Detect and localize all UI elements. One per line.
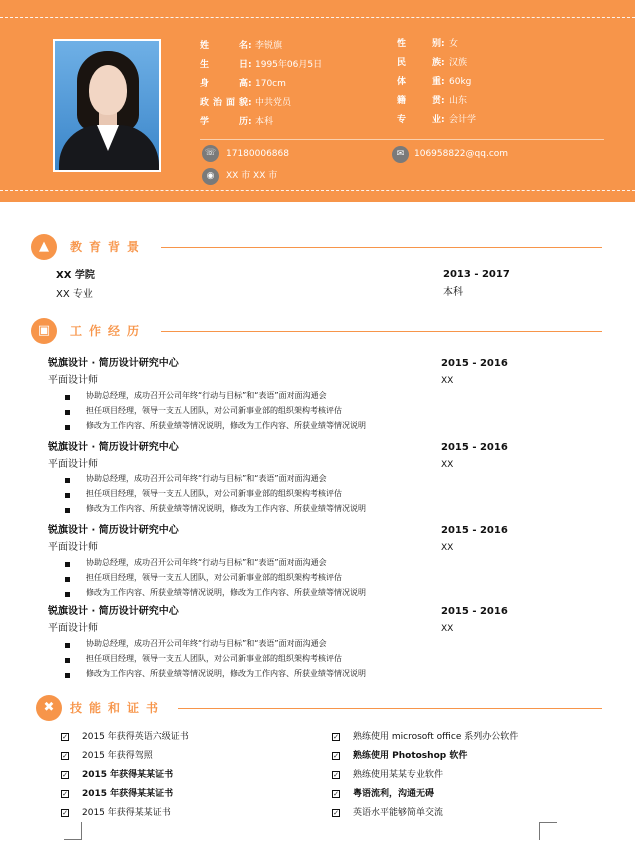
field-value: 女 [449, 39, 459, 49]
field-label: 体重 [397, 77, 441, 87]
checkbox-icon: ✓ [333, 790, 339, 798]
header-divider [200, 139, 604, 140]
work-company: 锐旗设计 · 简历设计研究中心 [48, 442, 179, 453]
checkbox-icon: ✓ [333, 733, 339, 741]
work-section-title: 工作经历 [70, 324, 147, 338]
education-school: XX 学院 [56, 270, 95, 281]
work-company: 锐旗设计 · 简历设计研究中心 [48, 525, 179, 536]
bullet-marker [65, 673, 70, 678]
profile-photo [53, 39, 161, 172]
work-location: XX [441, 460, 454, 470]
field-label: 学历 [200, 117, 248, 127]
work-location: XX [441, 376, 454, 386]
field-value: 李锐旗 [255, 41, 283, 51]
field-label: 性别 [397, 39, 441, 49]
certificate-item: 2015 年获得某某证书 [82, 808, 171, 818]
field-value: 山东 [449, 96, 468, 106]
checkbox-icon: ✓ [62, 771, 68, 779]
certificate-item: 2015 年获得驾照 [82, 751, 153, 761]
bullet-marker [65, 508, 70, 513]
bullet-marker [65, 395, 70, 400]
work-duty: 担任项目经理，领导一支五人团队，对公司新事业部的组织架构考核评估 [86, 573, 342, 582]
header-dashed-line-top [0, 17, 635, 18]
work-duty: 修改为工作内容、所获业绩等情况说明，修改为工作内容、所获业绩等情况说明 [86, 504, 366, 513]
phone-icon: ☏ [202, 145, 219, 162]
work-company: 锐旗设计 · 简历设计研究中心 [48, 606, 179, 617]
envelope-icon: ✉ [392, 146, 409, 163]
work-duty: 担任项目经理，领导一支五人团队，对公司新事业部的组织架构考核评估 [86, 489, 342, 498]
bullet-marker [65, 493, 70, 498]
checkbox-icon: ✓ [62, 809, 68, 817]
work-title-rule [161, 331, 602, 332]
work-duty: 协助总经理，成功召开公司年终“行动与目标”和“表语”面对面沟通会 [86, 391, 327, 400]
crop-mark [539, 822, 557, 840]
bullet-marker [65, 643, 70, 648]
work-company: 锐旗设计 · 简历设计研究中心 [48, 358, 179, 369]
skill-item: 粤语流利，沟通无碍 [353, 789, 435, 799]
work-location: XX [441, 543, 454, 553]
skills-section-title: 技能和证书 [70, 701, 166, 715]
header-dashed-line-bottom [0, 190, 635, 191]
checkbox-icon: ✓ [333, 809, 339, 817]
skill-item: 熟练使用 microsoft office 系列办公软件 [353, 732, 519, 742]
bullet-marker [65, 562, 70, 567]
education-years: 2013 - 2017 [443, 269, 510, 280]
work-duty: 修改为工作内容、所获业绩等情况说明，修改为工作内容、所获业绩等情况说明 [86, 588, 366, 597]
skill-item: 熟练使用某某专业软件 [353, 770, 444, 780]
graduation-cap-icon: ▲ [31, 234, 57, 260]
work-duty: 协助总经理，成功召开公司年终“行动与目标”和“表语”面对面沟通会 [86, 558, 327, 567]
work-position: 平面设计师 [48, 375, 98, 386]
work-location: XX [441, 624, 454, 634]
field-label: 专业 [397, 115, 441, 125]
field-label: 民族 [397, 58, 441, 68]
work-years: 2015 - 2016 [441, 525, 508, 536]
field-value: 汉族 [449, 58, 468, 68]
bullet-marker [65, 410, 70, 415]
field-value: 会计学 [449, 115, 477, 125]
checkbox-icon: ✓ [62, 733, 68, 741]
phone-number: 17180006868 [226, 149, 289, 159]
education-major: XX 专业 [56, 289, 93, 300]
field-label: 身高 [200, 79, 248, 89]
education-section-title: 教育背景 [70, 240, 147, 254]
crop-mark [64, 822, 82, 840]
checkbox-icon: ✓ [333, 771, 339, 779]
education-degree: 本科 [443, 287, 463, 298]
skill-item: 熟练使用 Photoshop 软件 [353, 751, 468, 761]
education-title-rule [161, 247, 602, 248]
location-pin-icon: ◉ [202, 168, 219, 185]
work-duty: 担任项目经理，领导一支五人团队，对公司新事业部的组织架构考核评估 [86, 406, 342, 415]
bullet-marker [65, 592, 70, 597]
work-duty: 修改为工作内容、所获业绩等情况说明，修改为工作内容、所获业绩等情况说明 [86, 421, 366, 430]
work-duty: 协助总经理，成功召开公司年终“行动与目标”和“表语”面对面沟通会 [86, 474, 327, 483]
profile-header: 姓名 : 李锐旗 生日 : 1995年06月5日 身高 : 170cm 政治面貌 : 中共党员 学历 : 本科 性别 : 女 民族 : 汉族 体重 : 60kg 籍贯 : 山东 专业 : 会计学 ☏ 17180006868 ✉ 106958822@qq.com ◉ XX 市 XX 市 [0, 0, 635, 202]
bullet-marker [65, 577, 70, 582]
address: XX 市 XX 市 [226, 171, 278, 181]
skills-title-rule [178, 708, 602, 709]
work-years: 2015 - 2016 [441, 442, 508, 453]
wrench-screwdriver-icon: ✖ [36, 695, 62, 721]
field-label: 生日 [200, 60, 248, 70]
work-duty: 担任项目经理，领导一支五人团队，对公司新事业部的组织架构考核评估 [86, 654, 342, 663]
certificate-item: 2015 年获得某某证书 [82, 770, 174, 780]
field-value: 本科 [255, 117, 274, 127]
field-value: 170cm [255, 79, 286, 89]
checkbox-icon: ✓ [62, 752, 68, 760]
field-value: 1995年06月5日 [255, 60, 323, 70]
work-position: 平面设计师 [48, 459, 98, 470]
email-address: 106958822@qq.com [414, 149, 509, 159]
field-value: 60kg [449, 77, 472, 87]
work-duty: 协助总经理，成功召开公司年终“行动与目标”和“表语”面对面沟通会 [86, 639, 327, 648]
checkbox-icon: ✓ [62, 790, 68, 798]
briefcase-icon: ▣ [31, 318, 57, 344]
checkbox-icon: ✓ [333, 752, 339, 760]
field-value: 中共党员 [255, 98, 292, 108]
field-label: 政治面貌 [200, 98, 248, 108]
skill-item: 英语水平能够简单交流 [353, 808, 444, 818]
certificate-item: 2015 年获得某某证书 [82, 789, 174, 799]
bullet-marker [65, 425, 70, 430]
bullet-marker [65, 478, 70, 483]
work-years: 2015 - 2016 [441, 606, 508, 617]
field-label: 姓名 [200, 41, 248, 51]
bullet-marker [65, 658, 70, 663]
work-position: 平面设计师 [48, 542, 98, 553]
work-position: 平面设计师 [48, 623, 98, 634]
work-duty: 修改为工作内容、所获业绩等情况说明，修改为工作内容、所获业绩等情况说明 [86, 669, 366, 678]
certificate-item: 2015 年获得英语六级证书 [82, 732, 189, 742]
work-years: 2015 - 2016 [441, 358, 508, 369]
field-label: 籍贯 [397, 96, 441, 106]
